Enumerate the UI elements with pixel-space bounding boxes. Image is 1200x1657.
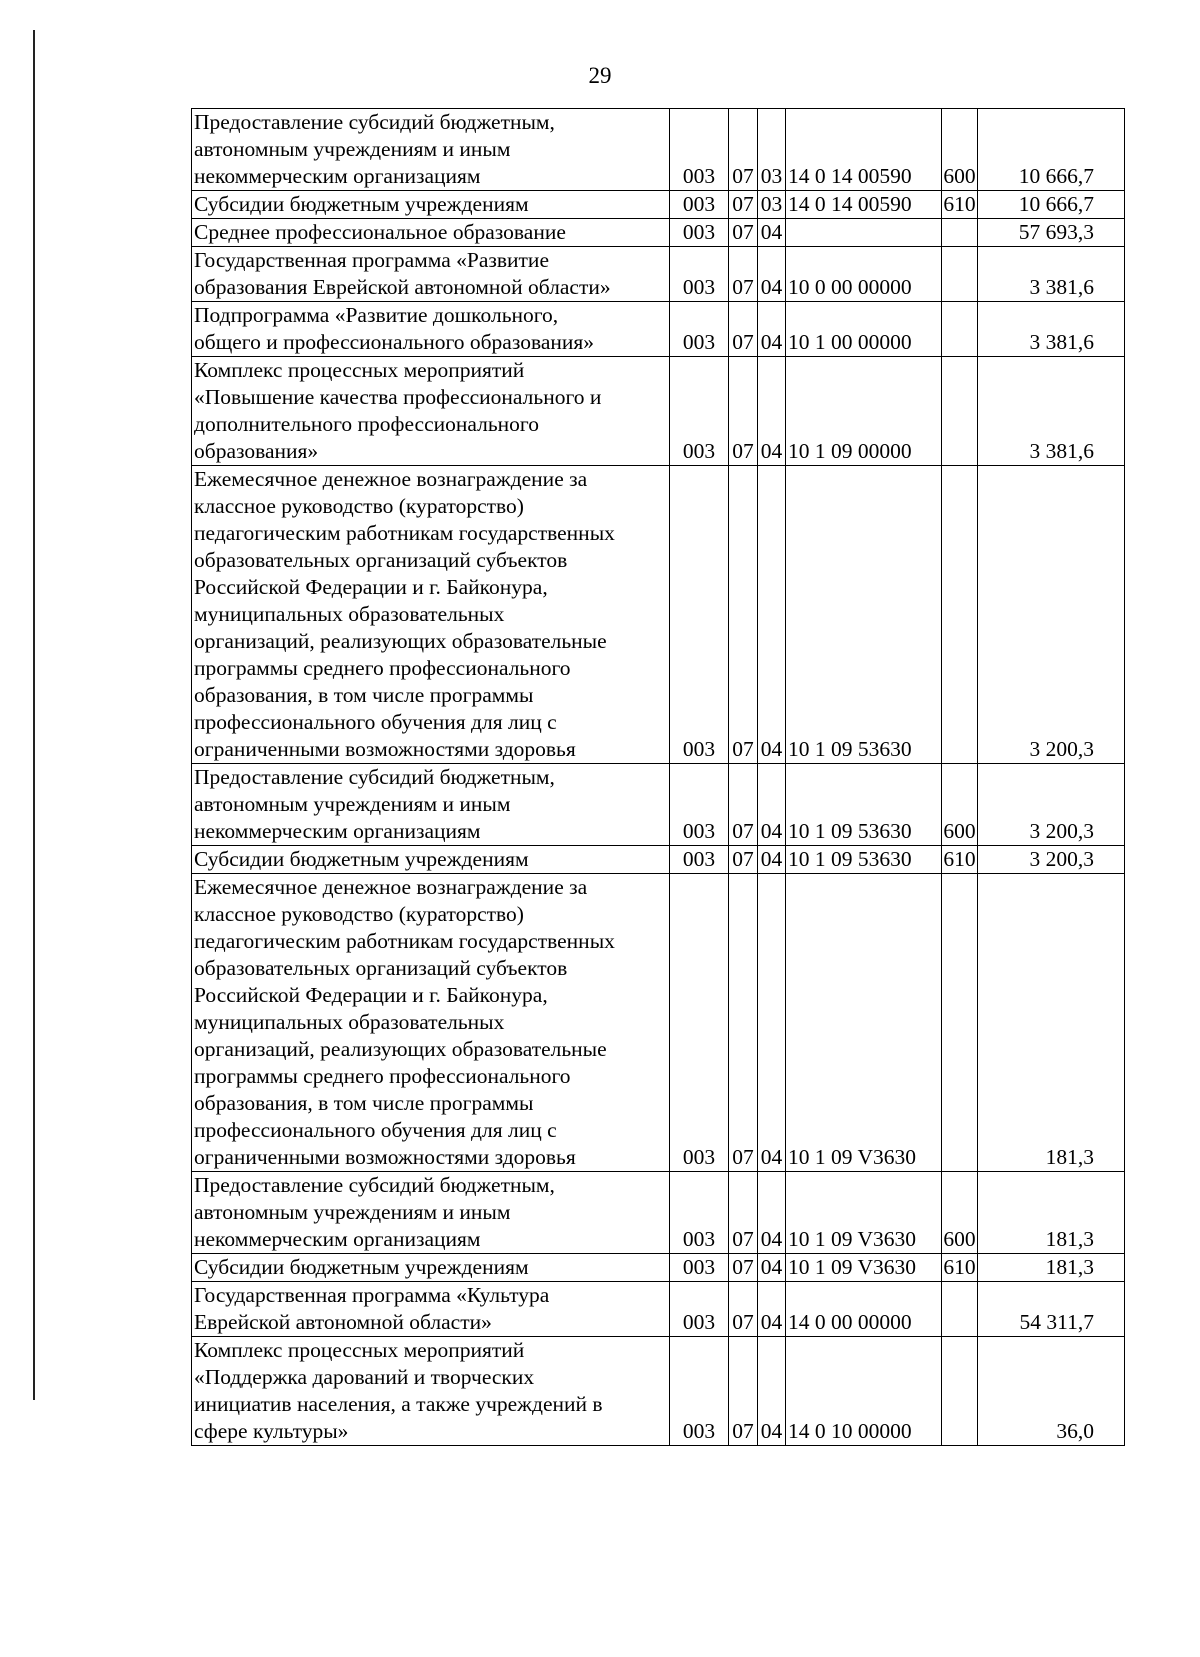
subsection-code: 04 bbox=[758, 764, 786, 846]
amount: 57 693,3 bbox=[978, 219, 1125, 247]
table-row bbox=[192, 247, 1125, 302]
expense-type-code: 600 bbox=[942, 109, 978, 191]
section-code: 07 bbox=[729, 1282, 758, 1337]
subsection-code: 03 bbox=[758, 109, 786, 191]
row-name: Предоставление субсидий бюджетным, автономным учреждениям и иным некоммерческим организациям bbox=[192, 109, 670, 191]
expense-type-code bbox=[942, 466, 978, 764]
amount: 181,3 bbox=[978, 1254, 1125, 1282]
amount: 3 381,6 bbox=[978, 302, 1125, 357]
section-code: 07 bbox=[729, 357, 758, 466]
subsection-code: 04 bbox=[758, 846, 786, 874]
expense-type-code bbox=[942, 357, 978, 466]
subsection-code: 04 bbox=[758, 874, 786, 1172]
target-article-code: 10 0 00 00000 bbox=[786, 247, 942, 302]
ministry-code: 003 bbox=[670, 247, 729, 302]
table-row bbox=[192, 466, 1125, 764]
ministry-code: 003 bbox=[670, 466, 729, 764]
row-name: Субсидии бюджетным учреждениям bbox=[192, 1254, 670, 1282]
subsection-code: 04 bbox=[758, 1337, 786, 1446]
table-row bbox=[192, 874, 1125, 1172]
subsection-code: 04 bbox=[758, 1172, 786, 1254]
ministry-code: 003 bbox=[670, 302, 729, 357]
section-code: 07 bbox=[729, 466, 758, 764]
subsection-code: 04 bbox=[758, 357, 786, 466]
subsection-code: 04 bbox=[758, 302, 786, 357]
row-name: Среднее профессиональное образование bbox=[192, 219, 670, 247]
table-row bbox=[192, 1172, 1125, 1254]
row-name: Предоставление субсидий бюджетным, автономным учреждениям и иным некоммерческим организациям bbox=[192, 1172, 670, 1254]
subsection-code: 04 bbox=[758, 219, 786, 247]
ministry-code: 003 bbox=[670, 1172, 729, 1254]
table-row bbox=[192, 302, 1125, 357]
expense-type-code bbox=[942, 1337, 978, 1446]
row-name: Предоставление субсидий бюджетным, автономным учреждениям и иным некоммерческим организациям bbox=[192, 764, 670, 846]
amount: 181,3 bbox=[978, 874, 1125, 1172]
table-row bbox=[192, 191, 1125, 219]
target-article-code: 10 1 09 53630 bbox=[786, 846, 942, 874]
table-row bbox=[192, 764, 1125, 846]
amount: 3 381,6 bbox=[978, 357, 1125, 466]
section-code: 07 bbox=[729, 1172, 758, 1254]
amount: 36,0 bbox=[978, 1337, 1125, 1446]
ministry-code: 003 bbox=[670, 1254, 729, 1282]
section-code: 07 bbox=[729, 191, 758, 219]
row-name: Ежемесячное денежное вознаграждение за классное руководство (кураторство) педагогическим работникам государственных образовательных организаций субъектов Российской Федерации и г. Байконура, муниципальных образовательных организаций, реализующих образовательные программы среднего профессионального образования, в том числе программы профессионального обучения для лиц с ограниченными возможностями здоровья bbox=[192, 466, 670, 764]
subsection-code: 04 bbox=[758, 466, 786, 764]
row-name: Подпрограмма «Развитие дошкольного, общего и профессионального образования» bbox=[192, 302, 670, 357]
target-article-code: 14 0 00 00000 bbox=[786, 1282, 942, 1337]
ministry-code: 003 bbox=[670, 764, 729, 846]
target-article-code: 10 1 09 53630 bbox=[786, 466, 942, 764]
ministry-code: 003 bbox=[670, 191, 729, 219]
amount: 3 381,6 bbox=[978, 247, 1125, 302]
table-row bbox=[192, 357, 1125, 466]
target-article-code: 14 0 10 00000 bbox=[786, 1337, 942, 1446]
section-code: 07 bbox=[729, 219, 758, 247]
section-code: 07 bbox=[729, 874, 758, 1172]
target-article-code: 14 0 14 00590 bbox=[786, 191, 942, 219]
ministry-code: 003 bbox=[670, 219, 729, 247]
table-row bbox=[192, 1282, 1125, 1337]
row-name: Государственная программа «Культура Еврейской автономной области» bbox=[192, 1282, 670, 1337]
subsection-code: 03 bbox=[758, 191, 786, 219]
amount: 3 200,3 bbox=[978, 846, 1125, 874]
section-code: 07 bbox=[729, 302, 758, 357]
target-article-code: 10 1 09 V3630 bbox=[786, 874, 942, 1172]
row-name: Комплекс процессных мероприятий «Повышение качества профессионального и дополнительного профессионального образования» bbox=[192, 357, 670, 466]
target-article-code: 10 1 09 00000 bbox=[786, 357, 942, 466]
expense-type-code bbox=[942, 874, 978, 1172]
amount: 10 666,7 bbox=[978, 109, 1125, 191]
expense-type-code: 600 bbox=[942, 1172, 978, 1254]
ministry-code: 003 bbox=[670, 357, 729, 466]
amount: 181,3 bbox=[978, 1172, 1125, 1254]
page-number: 29 bbox=[588, 63, 612, 88]
expense-type-code bbox=[942, 219, 978, 247]
row-name: Государственная программа «Развитие образования Еврейской автономной области» bbox=[192, 247, 670, 302]
subsection-code: 04 bbox=[758, 1282, 786, 1337]
amount: 3 200,3 bbox=[978, 466, 1125, 764]
row-name: Ежемесячное денежное вознаграждение за классное руководство (кураторство) педагогическим работникам государственных образовательных организаций субъектов Российской Федерации и г. Байконура, муниципальных образовательных организаций, реализующих образовательные программы среднего профессионального образования, в том числе программы профессионального обучения для лиц с ограниченными возможностями здоровья bbox=[192, 874, 670, 1172]
target-article-code bbox=[786, 219, 942, 247]
budget-table bbox=[191, 108, 1125, 1446]
section-code: 07 bbox=[729, 247, 758, 302]
subsection-code: 04 bbox=[758, 1254, 786, 1282]
target-article-code: 10 1 09 53630 bbox=[786, 764, 942, 846]
amount: 3 200,3 bbox=[978, 764, 1125, 846]
expense-type-code: 610 bbox=[942, 191, 978, 219]
row-name: Субсидии бюджетным учреждениям bbox=[192, 191, 670, 219]
table-row bbox=[192, 109, 1125, 191]
row-name: Субсидии бюджетным учреждениям bbox=[192, 846, 670, 874]
expense-type-code bbox=[942, 302, 978, 357]
target-article-code: 10 1 00 00000 bbox=[786, 302, 942, 357]
target-article-code: 10 1 09 V3630 bbox=[786, 1172, 942, 1254]
subsection-code: 04 bbox=[758, 247, 786, 302]
table-row bbox=[192, 219, 1125, 247]
expense-type-code: 610 bbox=[942, 846, 978, 874]
table-row bbox=[192, 846, 1125, 874]
expense-type-code: 610 bbox=[942, 1254, 978, 1282]
binding-line bbox=[33, 30, 35, 1400]
table-row bbox=[192, 1337, 1125, 1446]
expense-type-code bbox=[942, 1282, 978, 1337]
section-code: 07 bbox=[729, 1337, 758, 1446]
amount: 54 311,7 bbox=[978, 1282, 1125, 1337]
ministry-code: 003 bbox=[670, 846, 729, 874]
ministry-code: 003 bbox=[670, 109, 729, 191]
section-code: 07 bbox=[729, 1254, 758, 1282]
row-name: Комплекс процессных мероприятий «Поддержка дарований и творческих инициатив населения, а также учреждений в сфере культуры» bbox=[192, 1337, 670, 1446]
section-code: 07 bbox=[729, 109, 758, 191]
ministry-code: 003 bbox=[670, 1282, 729, 1337]
ministry-code: 003 bbox=[670, 874, 729, 1172]
target-article-code: 10 1 09 V3630 bbox=[786, 1254, 942, 1282]
expense-type-code: 600 bbox=[942, 764, 978, 846]
table-row bbox=[192, 1254, 1125, 1282]
expense-type-code bbox=[942, 247, 978, 302]
section-code: 07 bbox=[729, 846, 758, 874]
ministry-code: 003 bbox=[670, 1337, 729, 1446]
section-code: 07 bbox=[729, 764, 758, 846]
budget-table-body bbox=[192, 109, 1125, 1446]
amount: 10 666,7 bbox=[978, 191, 1125, 219]
target-article-code: 14 0 14 00590 bbox=[786, 109, 942, 191]
